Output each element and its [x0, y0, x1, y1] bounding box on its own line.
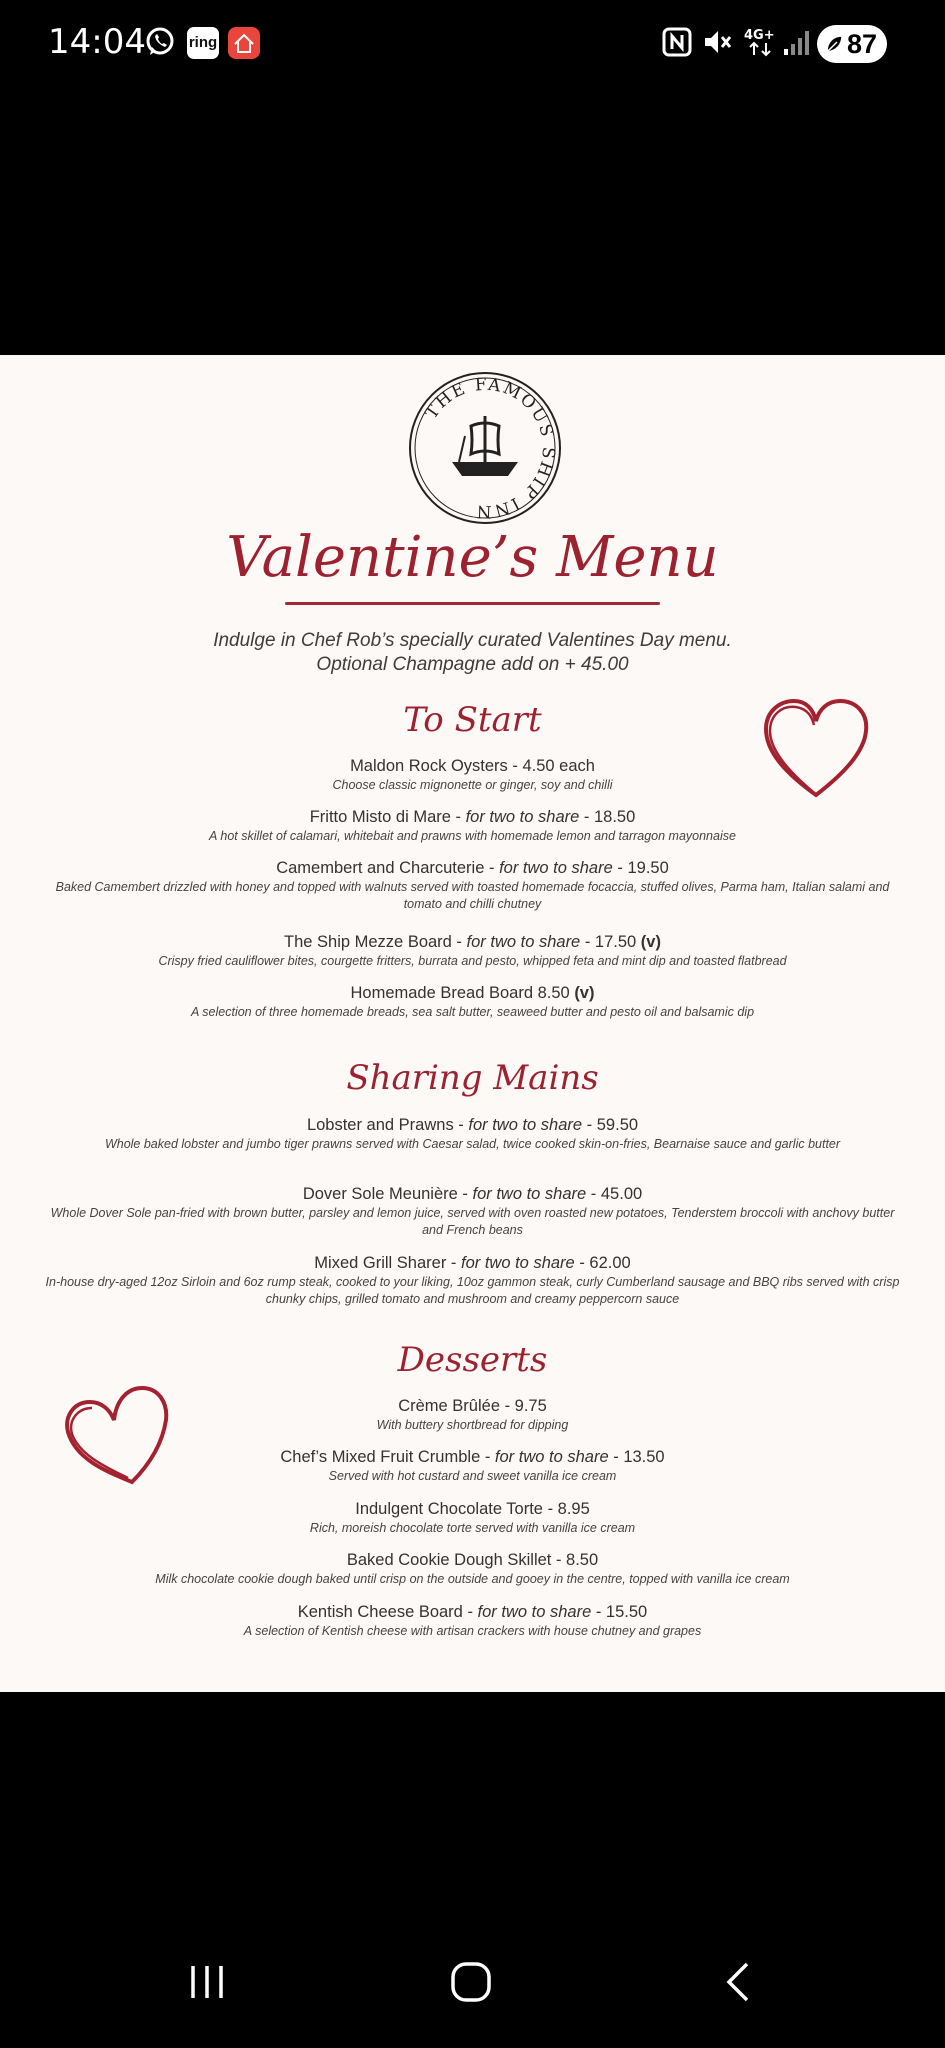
item-name: Crème Brûlée - 9.75 — [398, 1397, 547, 1415]
item-description: A selection of Kentish cheese with artisan crackers with house chutney and grapes — [243, 1624, 702, 1638]
signal-icon — [780, 25, 814, 59]
menu-item — [40, 1550, 905, 1588]
status-time: 14:04 — [48, 22, 146, 62]
heart-icon — [60, 1380, 176, 1490]
item-description: Whole Dover Sole pan-fried with brown butter, parsley and lemon juice, served with oven roasted new potatoes, Tenderstem broccoli with anchovy butter and French beans — [50, 1206, 895, 1237]
item-description: Choose classic mignonette or ginger, soy and chilli — [332, 778, 613, 792]
item-description: Served with hot custard and sweet vanilla ice cream — [328, 1469, 617, 1483]
item-description: Rich, moreish chocolate torte served with vanilla ice cream — [309, 1521, 636, 1535]
item-name: Maldon Rock Oysters - 4.50 each — [350, 757, 595, 775]
mute-icon — [700, 25, 734, 59]
battery-icon — [817, 25, 887, 63]
intro-text-line-1: Indulge in Chef Rob’s specially curated Valentines Day menu. — [213, 630, 732, 651]
ring-app-icon: ring — [187, 27, 219, 59]
item-description: In-house dry-aged 12oz Sirloin and 6oz rump steak, cooked to your liking, 10oz gammon steak, curly Cumberland sausage and BBQ ribs served with crisp chunky chips, grilled tomato and mushroom and creamy peppercorn sauce — [45, 1275, 900, 1306]
item-name: Baked Cookie Dough Skillet - 8.50 — [346, 1551, 599, 1569]
item-description: Crispy fried cauliflower bites, courgette fritters, burrata and pesto, whipped feta and mint dip and toasted flatbread — [158, 954, 787, 968]
item-description: With buttery shortbread for dipping — [376, 1418, 569, 1432]
item-description: A selection of three homemade breads, sea salt butter, seaweed butter and pesto oil and balsamic dip — [190, 1005, 755, 1019]
intro-text-line-2: Optional Champagne add on + 45.00 — [316, 654, 629, 675]
item-name: Indulgent Chocolate Torte - 8.95 — [355, 1500, 590, 1518]
battery-level: 87 — [847, 29, 878, 59]
section-heading-desserts: Desserts — [397, 1340, 548, 1380]
menu-image — [0, 355, 945, 1692]
item-name: Chef’s Mixed Fruit Crumble - for two to share - 13.50 — [280, 1448, 665, 1466]
svg-text:4G+: 4G+ — [744, 28, 775, 43]
menu-item — [40, 1184, 905, 1239]
menu-item — [40, 858, 905, 913]
home-icon[interactable] — [449, 1960, 493, 2004]
item-name: The Ship Mezze Board - for two to share - 17.50 (v) — [284, 933, 661, 951]
item-name: Camembert and Charcuterie - for two to share - 19.50 — [276, 859, 669, 877]
item-description: A hot skillet of calamari, whitebait and prawns with homemade lemon and tarragon mayonnaise — [209, 829, 736, 843]
item-description: Milk chocolate cookie dough baked until crisp on the outside and gooey in the centre, topped with vanilla ice cream — [155, 1572, 790, 1586]
item-description: Baked Camembert drizzled with honey and topped with walnuts served with toasted homemade focaccia, stuffed olives, Parma ham, Italian salami and tomato and chilli chutney — [55, 880, 890, 911]
home-app-icon — [228, 27, 260, 59]
item-name: Dover Sole Meunière - for two to share - 45.00 — [302, 1185, 643, 1203]
svg-text:THE FAMOUS SHIP INN: THE FAMOUS SHIP INN — [421, 374, 559, 522]
section-heading-to-start: To Start — [403, 700, 542, 740]
menu-item — [40, 983, 905, 1021]
4g-data-icon — [742, 25, 780, 59]
menu-item — [40, 807, 905, 845]
item-name: Mixed Grill Sharer - for two to share - 62.00 — [314, 1254, 631, 1272]
recent-apps-icon[interactable] — [185, 1960, 229, 2004]
menu-item — [40, 1499, 905, 1537]
item-name: Homemade Bread Board 8.50 (v) — [350, 984, 595, 1002]
menu-item — [40, 1602, 905, 1640]
menu-item — [40, 1253, 905, 1308]
menu-title: Valentine’s Menu — [226, 525, 719, 590]
heart-icon — [758, 695, 874, 803]
item-name: Kentish Cheese Board - for two to share - 15.50 — [297, 1603, 648, 1621]
item-name: Lobster and Prawns - for two to share - 59.50 — [306, 1116, 639, 1134]
whatsapp-icon — [143, 25, 177, 59]
title-underline — [285, 602, 660, 605]
menu-item — [40, 1115, 905, 1153]
status-bar — [0, 0, 945, 90]
section-heading-sharing-mains: Sharing Mains — [346, 1058, 599, 1098]
ship-inn-logo — [407, 370, 563, 526]
item-name: Fritto Misto di Mare - for two to share - 18.50 — [309, 808, 636, 826]
back-icon[interactable] — [717, 1960, 761, 2004]
item-description: Whole baked lobster and jumbo tiger prawns served with Caesar salad, twice cooked skin-on-fries, Bearnaise sauce and garlic butter — [104, 1137, 841, 1151]
menu-item — [40, 932, 905, 970]
nfc-icon — [660, 25, 694, 59]
